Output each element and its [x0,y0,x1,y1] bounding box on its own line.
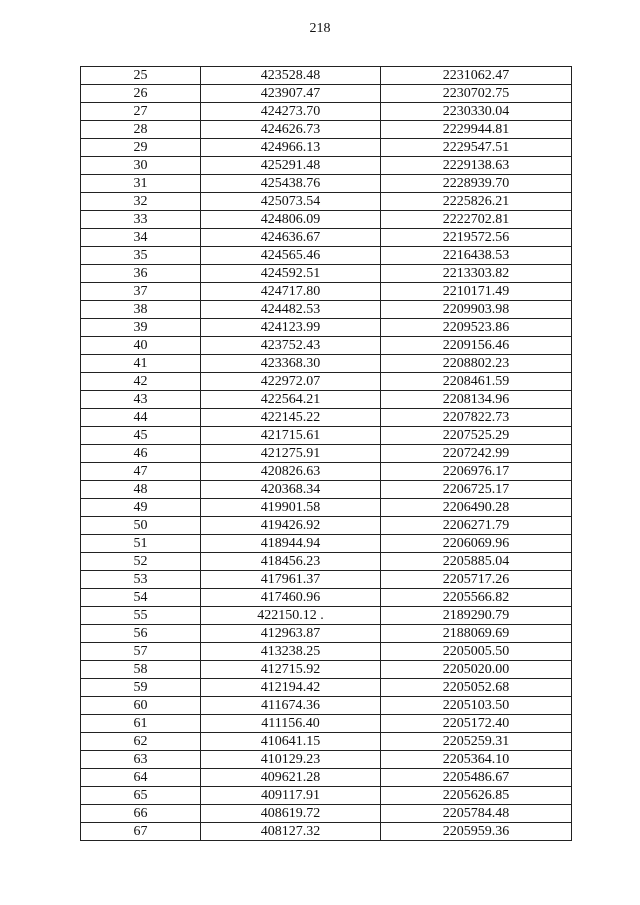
x-coordinate-cell: 408127.32 [201,823,381,841]
point-number-cell: 60 [81,697,201,715]
table-row [81,175,572,193]
table-row [81,679,572,697]
x-coordinate-cell: 423907.47 [201,85,381,103]
x-coordinate-cell: 422972.07 [201,373,381,391]
x-coordinate-cell: 412963.87 [201,625,381,643]
x-coordinate-cell: 423752.43 [201,337,381,355]
table-body [81,67,572,841]
table-row [81,643,572,661]
table-row [81,337,572,355]
x-coordinate-cell: 409621.28 [201,769,381,787]
table-row [81,319,572,337]
point-number-cell: 48 [81,481,201,499]
y-coordinate-cell: 2205486.67 [381,769,572,787]
table-row [81,481,572,499]
y-coordinate-cell: 2208802.23 [381,355,572,373]
y-coordinate-cell: 2209523.86 [381,319,572,337]
y-coordinate-cell: 2205717.26 [381,571,572,589]
point-number-cell: 34 [81,229,201,247]
point-number-cell: 55 [81,607,201,625]
point-number-cell: 33 [81,211,201,229]
point-number-cell: 61 [81,715,201,733]
table-row [81,607,572,625]
y-coordinate-cell: 2213303.82 [381,265,572,283]
x-coordinate-cell: 410641.15 [201,733,381,751]
coordinates-table [80,66,572,841]
x-coordinate-cell: 413238.25 [201,643,381,661]
y-coordinate-cell: 2208134.96 [381,391,572,409]
x-coordinate-cell: 422145.22 [201,409,381,427]
x-coordinate-cell: 418456.23 [201,553,381,571]
table-row [81,355,572,373]
point-number-cell: 31 [81,175,201,193]
x-coordinate-cell: 423528.48 [201,67,381,85]
x-coordinate-cell: 420826.63 [201,463,381,481]
table-row [81,265,572,283]
table-row [81,301,572,319]
x-coordinate-cell: 410129.23 [201,751,381,769]
x-coordinate-cell: 424966.13 [201,139,381,157]
point-number-cell: 38 [81,301,201,319]
point-number-cell: 43 [81,391,201,409]
point-number-cell: 62 [81,733,201,751]
x-coordinate-cell: 418944.94 [201,535,381,553]
table-row [81,409,572,427]
x-coordinate-cell: 419901.58 [201,499,381,517]
x-coordinate-cell: 424482.53 [201,301,381,319]
y-coordinate-cell: 2207525.29 [381,427,572,445]
x-coordinate-cell: 424626.73 [201,121,381,139]
point-number-cell: 51 [81,535,201,553]
table-row [81,499,572,517]
point-number-cell: 66 [81,805,201,823]
y-coordinate-cell: 2210171.49 [381,283,572,301]
x-coordinate-cell: 421275.91 [201,445,381,463]
x-coordinate-cell: 424565.46 [201,247,381,265]
point-number-cell: 47 [81,463,201,481]
y-coordinate-cell: 2206976.17 [381,463,572,481]
table-row [81,157,572,175]
point-number-cell: 25 [81,67,201,85]
y-coordinate-cell: 2206490.28 [381,499,572,517]
point-number-cell: 58 [81,661,201,679]
table-row [81,391,572,409]
table-row [81,373,572,391]
x-coordinate-cell: 412194.42 [201,679,381,697]
y-coordinate-cell: 2205364.10 [381,751,572,769]
y-coordinate-cell: 2222702.81 [381,211,572,229]
table-row [81,283,572,301]
y-coordinate-cell: 2231062.47 [381,67,572,85]
point-number-cell: 67 [81,823,201,841]
y-coordinate-cell: 2206725.17 [381,481,572,499]
point-number-cell: 27 [81,103,201,121]
x-coordinate-cell: 422150.12 . [201,607,381,625]
point-number-cell: 50 [81,517,201,535]
y-coordinate-cell: 2205566.82 [381,589,572,607]
point-number-cell: 42 [81,373,201,391]
point-number-cell: 35 [81,247,201,265]
x-coordinate-cell: 424636.67 [201,229,381,247]
x-coordinate-cell: 408619.72 [201,805,381,823]
point-number-cell: 32 [81,193,201,211]
y-coordinate-cell: 2209903.98 [381,301,572,319]
point-number-cell: 65 [81,787,201,805]
point-number-cell: 49 [81,499,201,517]
table-row [81,535,572,553]
y-coordinate-cell: 2216438.53 [381,247,572,265]
table-row [81,787,572,805]
y-coordinate-cell: 2205959.36 [381,823,572,841]
x-coordinate-cell: 412715.92 [201,661,381,679]
table-row [81,571,572,589]
table-row [81,751,572,769]
table-row [81,103,572,121]
point-number-cell: 37 [81,283,201,301]
x-coordinate-cell: 424273.70 [201,103,381,121]
y-coordinate-cell: 2229547.51 [381,139,572,157]
y-coordinate-cell: 2230702.75 [381,85,572,103]
table-row [81,193,572,211]
point-number-cell: 41 [81,355,201,373]
table-row [81,769,572,787]
y-coordinate-cell: 2209156.46 [381,337,572,355]
table-row [81,229,572,247]
point-number-cell: 46 [81,445,201,463]
y-coordinate-cell: 2205784.48 [381,805,572,823]
y-coordinate-cell: 2206069.96 [381,535,572,553]
x-coordinate-cell: 417961.37 [201,571,381,589]
point-number-cell: 53 [81,571,201,589]
point-number-cell: 39 [81,319,201,337]
y-coordinate-cell: 2206271.79 [381,517,572,535]
table-row [81,445,572,463]
y-coordinate-cell: 2230330.04 [381,103,572,121]
table-row [81,715,572,733]
point-number-cell: 57 [81,643,201,661]
x-coordinate-cell: 423368.30 [201,355,381,373]
y-coordinate-cell: 2207242.99 [381,445,572,463]
x-coordinate-cell: 411674.36 [201,697,381,715]
point-number-cell: 28 [81,121,201,139]
y-coordinate-cell: 2229138.63 [381,157,572,175]
page-number: 218 [309,21,331,36]
point-number-cell: 45 [81,427,201,445]
table-row [81,625,572,643]
x-coordinate-cell: 424592.51 [201,265,381,283]
y-coordinate-cell: 2207822.73 [381,409,572,427]
table-row [81,211,572,229]
x-coordinate-cell: 411156.40 [201,715,381,733]
y-coordinate-cell: 2205259.31 [381,733,572,751]
x-coordinate-cell: 424717.80 [201,283,381,301]
x-coordinate-cell: 417460.96 [201,589,381,607]
table-row [81,805,572,823]
table-row [81,247,572,265]
point-number-cell: 63 [81,751,201,769]
point-number-cell: 26 [81,85,201,103]
x-coordinate-cell: 420368.34 [201,481,381,499]
point-number-cell: 40 [81,337,201,355]
table-row [81,661,572,679]
y-coordinate-cell: 2229944.81 [381,121,572,139]
table-row [81,733,572,751]
y-coordinate-cell: 2205626.85 [381,787,572,805]
table-row [81,823,572,841]
table-row [81,697,572,715]
y-coordinate-cell: 2188069.69 [381,625,572,643]
point-number-cell: 64 [81,769,201,787]
point-number-cell: 56 [81,625,201,643]
y-coordinate-cell: 2205103.50 [381,697,572,715]
y-coordinate-cell: 2228939.70 [381,175,572,193]
point-number-cell: 52 [81,553,201,571]
x-coordinate-cell: 422564.21 [201,391,381,409]
y-coordinate-cell: 2205052.68 [381,679,572,697]
table-row [81,553,572,571]
point-number-cell: 44 [81,409,201,427]
y-coordinate-cell: 2189290.79 [381,607,572,625]
x-coordinate-cell: 419426.92 [201,517,381,535]
y-coordinate-cell: 2205885.04 [381,553,572,571]
x-coordinate-cell: 425438.76 [201,175,381,193]
x-coordinate-cell: 424806.09 [201,211,381,229]
y-coordinate-cell: 2225826.21 [381,193,572,211]
table-row [81,139,572,157]
point-number-cell: 30 [81,157,201,175]
point-number-cell: 36 [81,265,201,283]
x-coordinate-cell: 424123.99 [201,319,381,337]
x-coordinate-cell: 421715.61 [201,427,381,445]
table-row [81,517,572,535]
table-row [81,67,572,85]
y-coordinate-cell: 2205172.40 [381,715,572,733]
x-coordinate-cell: 425073.54 [201,193,381,211]
x-coordinate-cell: 425291.48 [201,157,381,175]
y-coordinate-cell: 2208461.59 [381,373,572,391]
point-number-cell: 29 [81,139,201,157]
table-row [81,589,572,607]
x-coordinate-cell: 409117.91 [201,787,381,805]
table-row [81,85,572,103]
table-row [81,463,572,481]
y-coordinate-cell: 2205020.00 [381,661,572,679]
y-coordinate-cell: 2219572.56 [381,229,572,247]
y-coordinate-cell: 2205005.50 [381,643,572,661]
table-row [81,427,572,445]
table-row [81,121,572,139]
point-number-cell: 59 [81,679,201,697]
point-number-cell: 54 [81,589,201,607]
